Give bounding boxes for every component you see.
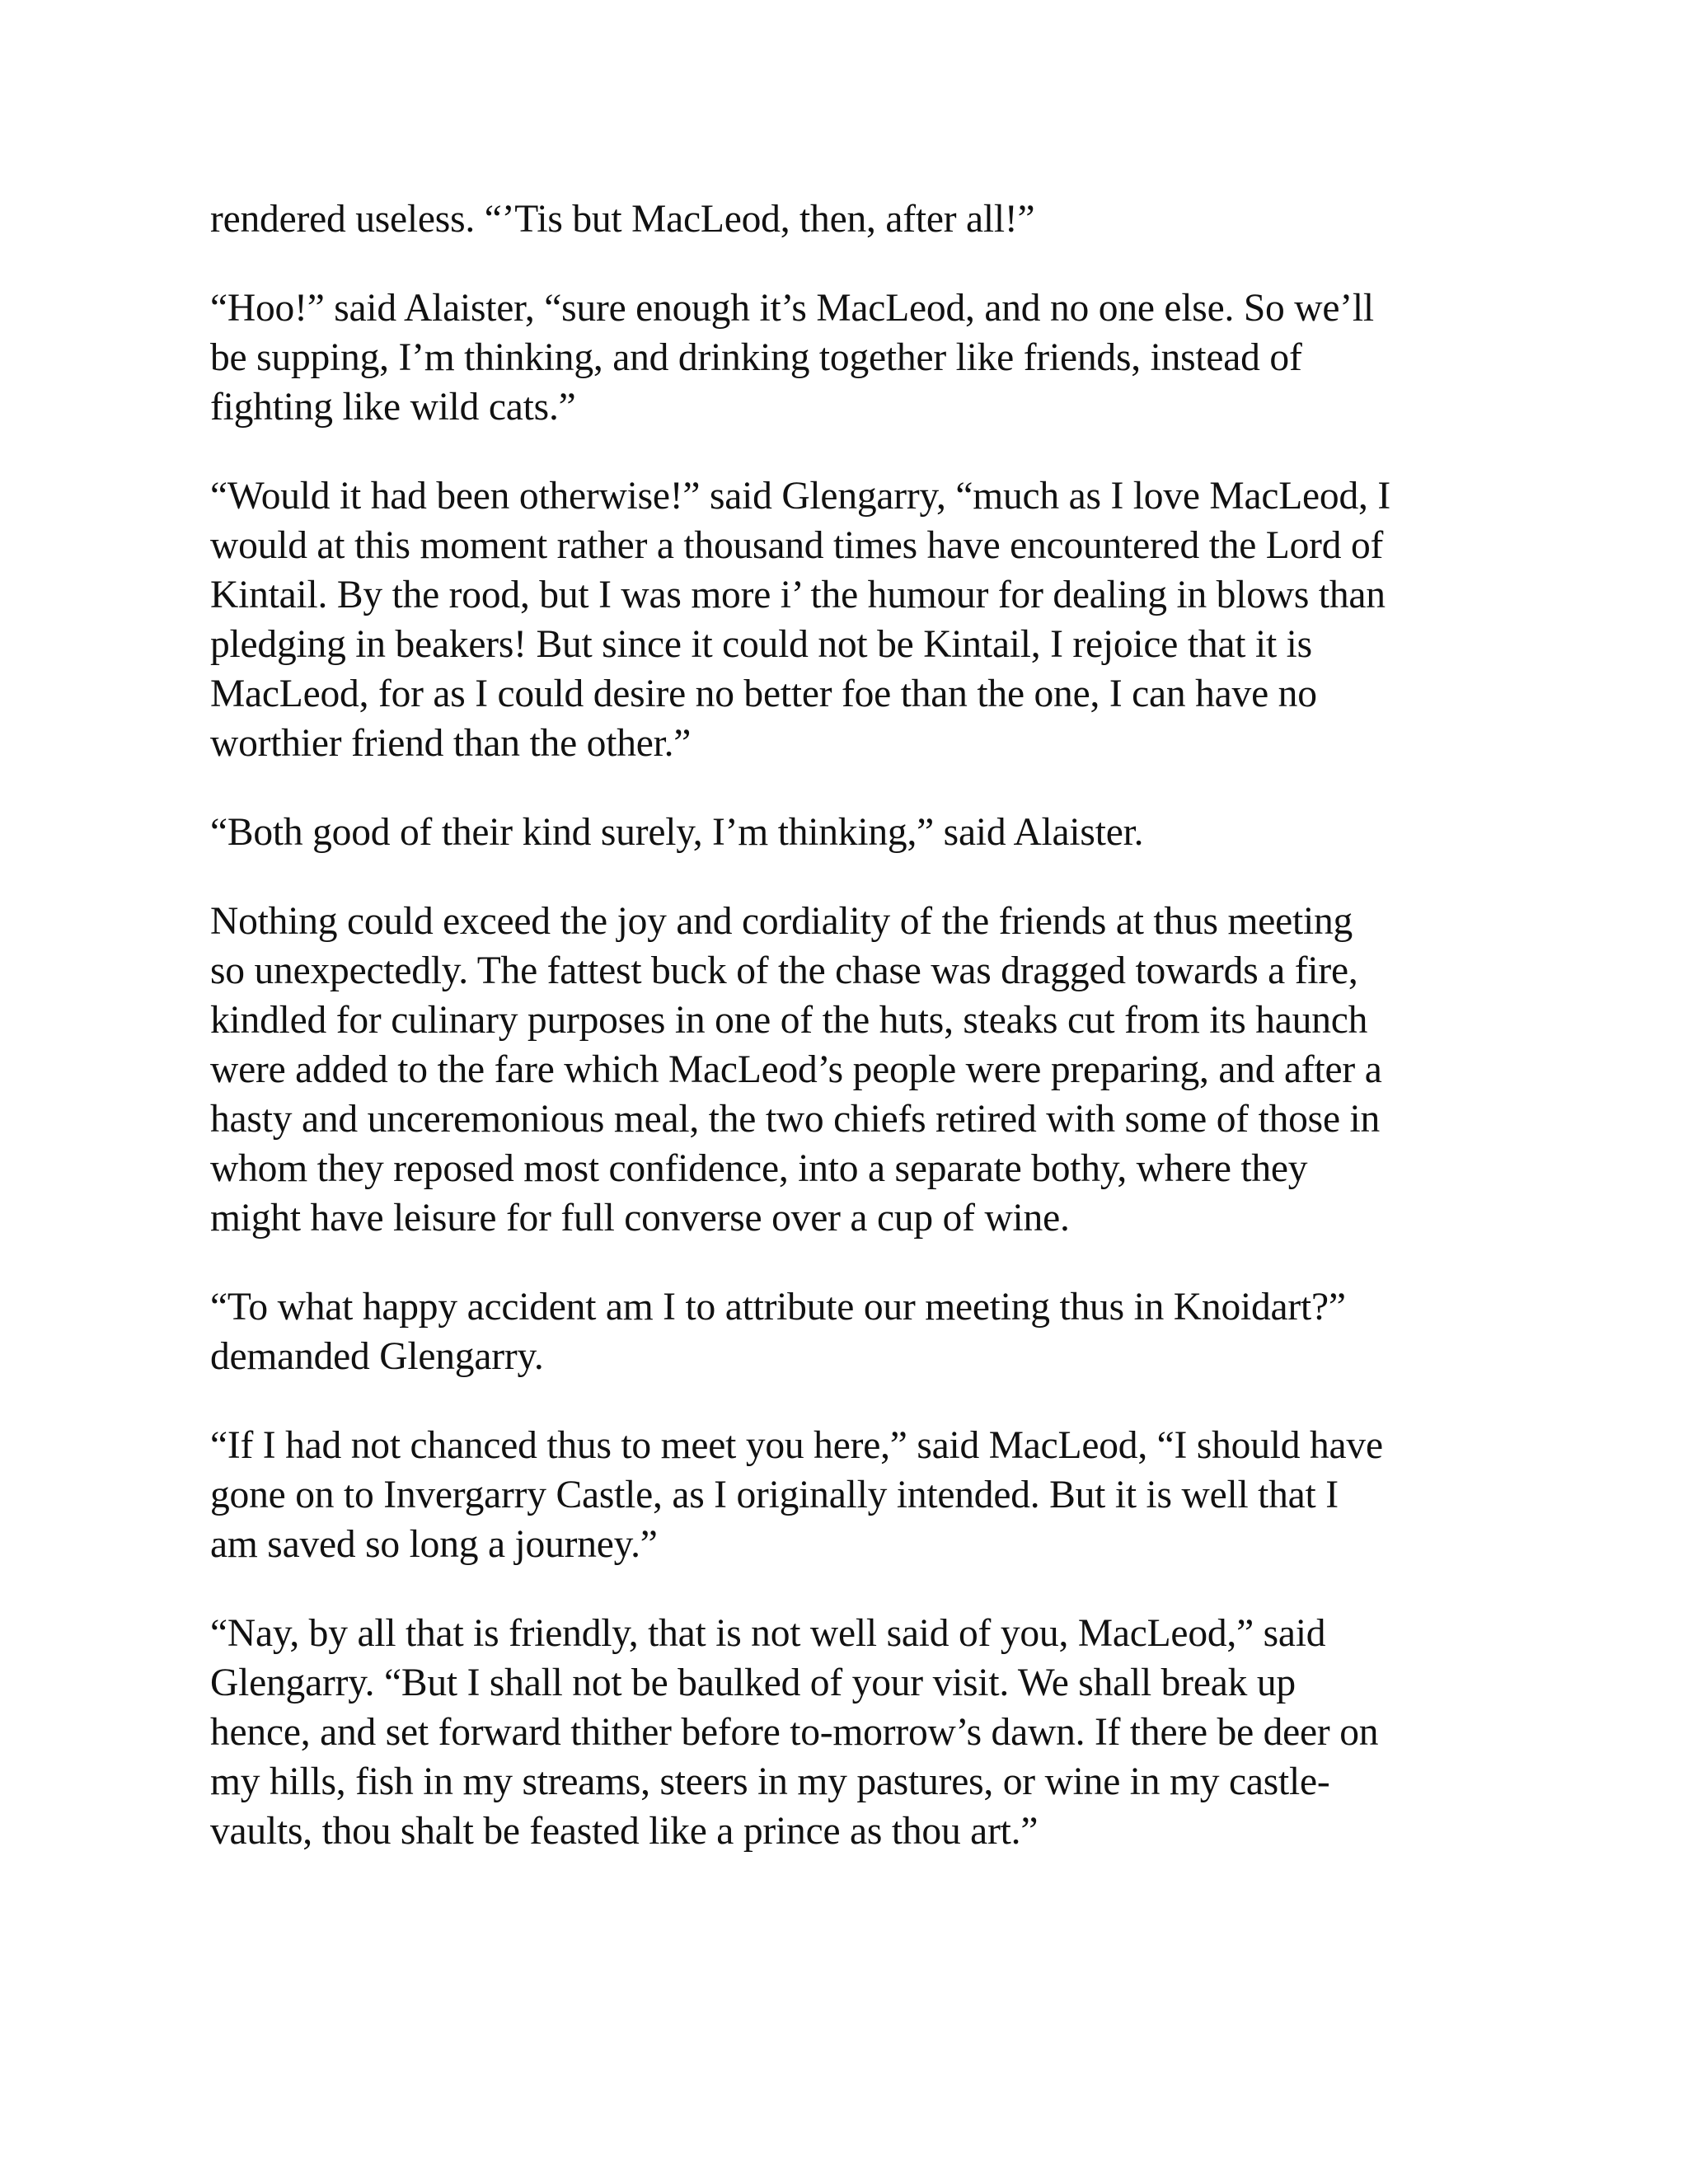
paragraph-4: “Both good of their kind surely, I’m thinking,” said Alaister. <box>210 811 1144 854</box>
paragraph-3: “Would it had been otherwise!” said Glengarry, “much as I love MacLeod, I would at this moment rather a thousand times have encountered the Lord of Kintail. By the rood, but I was more i’ the humour for dealing in blows than pledging in beakers! But since it could not be Kintail, I rejoice that it is MacLeod, for as I could desire no better foe than the one, I can have no worthier friend than the other.” <box>210 475 1390 765</box>
paragraph-7: “If I had not chanced thus to meet you here,” said MacLeod, “I should have gone on to Invergarry Castle, as I originally intended. But it is well that I am saved so long a journey.” <box>210 1424 1383 1566</box>
paragraph-2: “Hoo!” said Alaister, “sure enough it’s MacLeod, and no one else. So we’ll be supping, I’m thinking, and drinking together like friends, instead of fighting like wild cats.” <box>210 287 1374 429</box>
paragraph-8: “Nay, by all that is friendly, that is not well said of you, MacLeod,” said Glengarry. “But I shall not be baulked of your visit. We shall break up hence, and set forward thither before to-morrow’s dawn. If there be deer on my hills, fish in my streams, steers in my pastures, or wine in my castle- vaults, thou shalt be feasted like a prince as thou art.” <box>210 1612 1379 1853</box>
paragraph-6: “To what happy accident am I to attribute our meeting thus in Knoidart?” demanded Glengarry. <box>210 1286 1346 1378</box>
paragraph-1: rendered useless. “’Tis but MacLeod, then, after all!” <box>210 198 1035 241</box>
body-text <box>210 194 1479 1896</box>
paragraph-5: Nothing could exceed the joy and cordiality of the friends at thus meeting so unexpectedly. The fattest buck of the chase was dragged towards a fire, kindled for culinary purposes in one of the huts, steaks cut from its haunch were added to the fare which MacLeod’s people were preparing, and after a hasty and unceremonious meal, the two chiefs retired with some of those in whom they reposed most confidence, into a separate bothy, where they might have leisure for full converse over a cup of wine. <box>210 900 1382 1240</box>
